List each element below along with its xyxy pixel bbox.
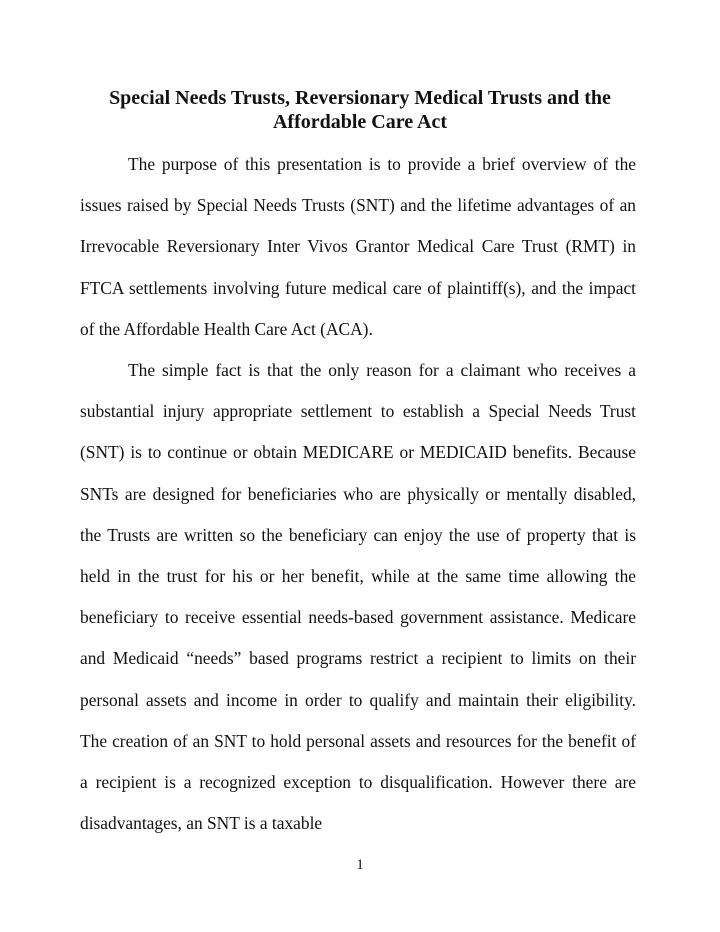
document-title: Special Needs Trusts, Reversionary Medical Trusts and the Affordable Care Act <box>109 87 611 133</box>
paragraph-2: The simple fact is that the only reason for a claimant who receives a substantial injury appropriate settlement to establish a Special Needs Trust (SNT) is to continue or obtain MEDICARE or MEDICAID benefits. Because SNTs are designed for beneficiaries who are physically or mentally disabled, the Trusts are written so the beneficiary can enjoy the use of property that is held in the trust for his or her benefit, while at the same time allowing the beneficiary to receive essential needs-based government assistance. Medicare and Medicaid “needs” based programs restrict a recipient to limits on their personal assets and income in order to qualify and maintain their eligibility. The creation of an SNT to hold personal assets and resources for the benefit of a recipient is a recognized exception to disqualification. However there are disadvantages, an SNT is a taxable <box>80 360 636 834</box>
document-body <box>80 144 636 844</box>
page-number: 1 <box>356 857 364 873</box>
paragraph-1: The purpose of this presentation is to provide a brief overview of the issues raised by Special Needs Trusts (SNT) and the lifetime advantages of an Irrevocable Reversionary Inter Vivos Grantor Medical Care Trust (RMT) in FTCA settlements involving future medical care of plaintiff(s), and the impact of the Affordable Health Care Act (ACA). <box>80 154 636 339</box>
